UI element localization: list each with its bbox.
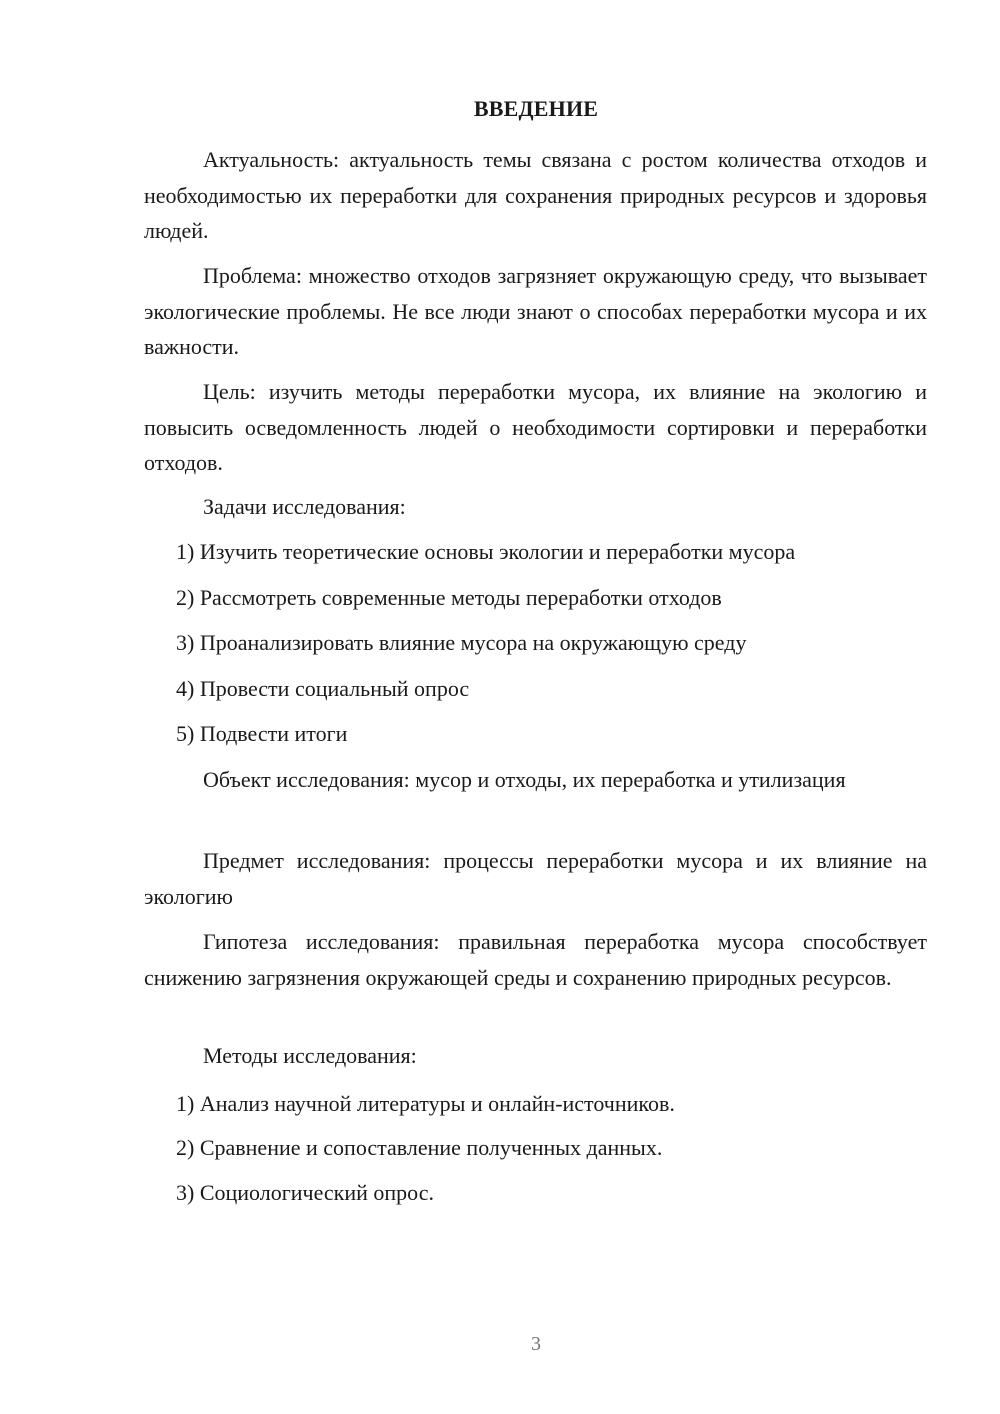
method-item: 2) Сравнение и сопоставление полученных данных. [176,1135,663,1160]
task-item: 3) Проанализировать влияние мусора на окружающую среду [176,630,747,655]
object-paragraph: Объект исследования: мусор и отходы, их переработка и утилизация [203,767,846,792]
task-item: 4) Провести социальный опрос [176,676,470,701]
page-title: ВВЕДЕНИЕ [473,96,599,121]
goal-paragraph: Цель: изучить методы переработки мусора, их влияние на экологию и повысить осведомленность людей о необходимости сортировки и переработки отходов. [144,379,927,475]
task-item: 1) Изучить теоретические основы экологии и переработки мусора [176,539,796,564]
methods-heading: Методы исследования: [203,1043,417,1068]
relevance-paragraph: Актуальность: актуальность темы связана с ростом количества отходов и необходимостью их переработки для сохранения природных ресурсов и здоровья людей. [144,147,927,243]
subject-paragraph: Предмет исследования: процессы переработки мусора и их влияние на экологию [144,848,927,909]
task-item: 5) Подвести итоги [176,721,348,746]
method-item: 3) Социологический опрос. [176,1180,434,1205]
method-item: 1) Анализ научной литературы и онлайн-источников. [176,1091,675,1116]
page-number: 3 [531,1333,541,1355]
problem-paragraph: Проблема: множество отходов загрязняет окружающую среду, что вызывает экологические проблемы. Не все люди знают о способах переработки мусора и их важности. [144,263,927,359]
hypothesis-paragraph: Гипотеза исследования: правильная переработка мусора способствует снижению загрязнения окружающей среды и сохранению природных ресурсов. [144,929,927,990]
task-item: 2) Рассмотреть современные методы переработки отходов [176,585,722,610]
tasks-heading: Задачи исследования: [203,494,406,519]
